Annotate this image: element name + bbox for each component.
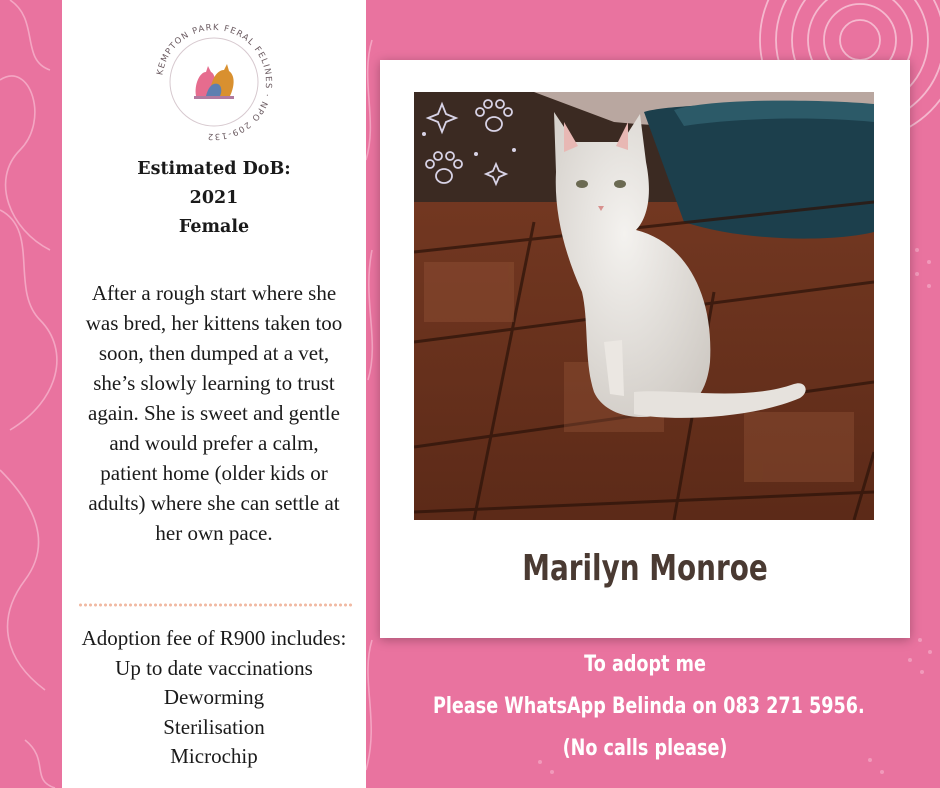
dob-label: Estimated DoB:: [137, 159, 291, 179]
fee-item: Sterilisation: [163, 714, 265, 739]
description-line: patient home (older kids or: [100, 461, 328, 485]
fee-item: Microchip: [170, 744, 258, 768]
adopt-contact: Please WhatsApp Belinda on 083 271 5956.: [433, 694, 865, 719]
fee-item: Deworming: [163, 685, 265, 709]
logo-text: KEMPTON PARK FERAL FELINES · NPO 209-132: [155, 22, 274, 142]
description: [62, 278, 366, 548]
description-line: she’s slowly learning to trust: [93, 371, 335, 395]
sex-label: Female: [178, 217, 250, 237]
adoption-fee: [62, 624, 366, 772]
adopt-note: (No calls please): [562, 736, 728, 761]
adopt-heading: To adopt me: [584, 652, 706, 677]
description-line: soon, then dumped at a vet,: [98, 341, 330, 365]
fee-item: Up to date vaccinations: [115, 655, 313, 680]
description-line: was bred, her kittens taken too: [85, 311, 343, 335]
white-cat-photo: [414, 92, 874, 520]
dotted-divider: [78, 603, 352, 607]
description-line: After a rough start where she: [91, 281, 337, 305]
dob-value: 2021: [189, 188, 239, 208]
fee-heading: Adoption fee of R900 includes:: [81, 626, 347, 650]
description-line: her own pace.: [155, 521, 273, 545]
description-line: again. She is sweet and gentle: [88, 401, 340, 425]
cat-details: [62, 155, 366, 242]
description-line: adults) where she can settle at: [88, 491, 340, 515]
cats-logo-icon: [150, 18, 278, 146]
description-line: and would prefer a calm,: [109, 431, 319, 455]
cat-photo: [414, 92, 874, 520]
logo: [150, 18, 278, 146]
cat-name: Marilyn Monroe: [522, 548, 768, 589]
